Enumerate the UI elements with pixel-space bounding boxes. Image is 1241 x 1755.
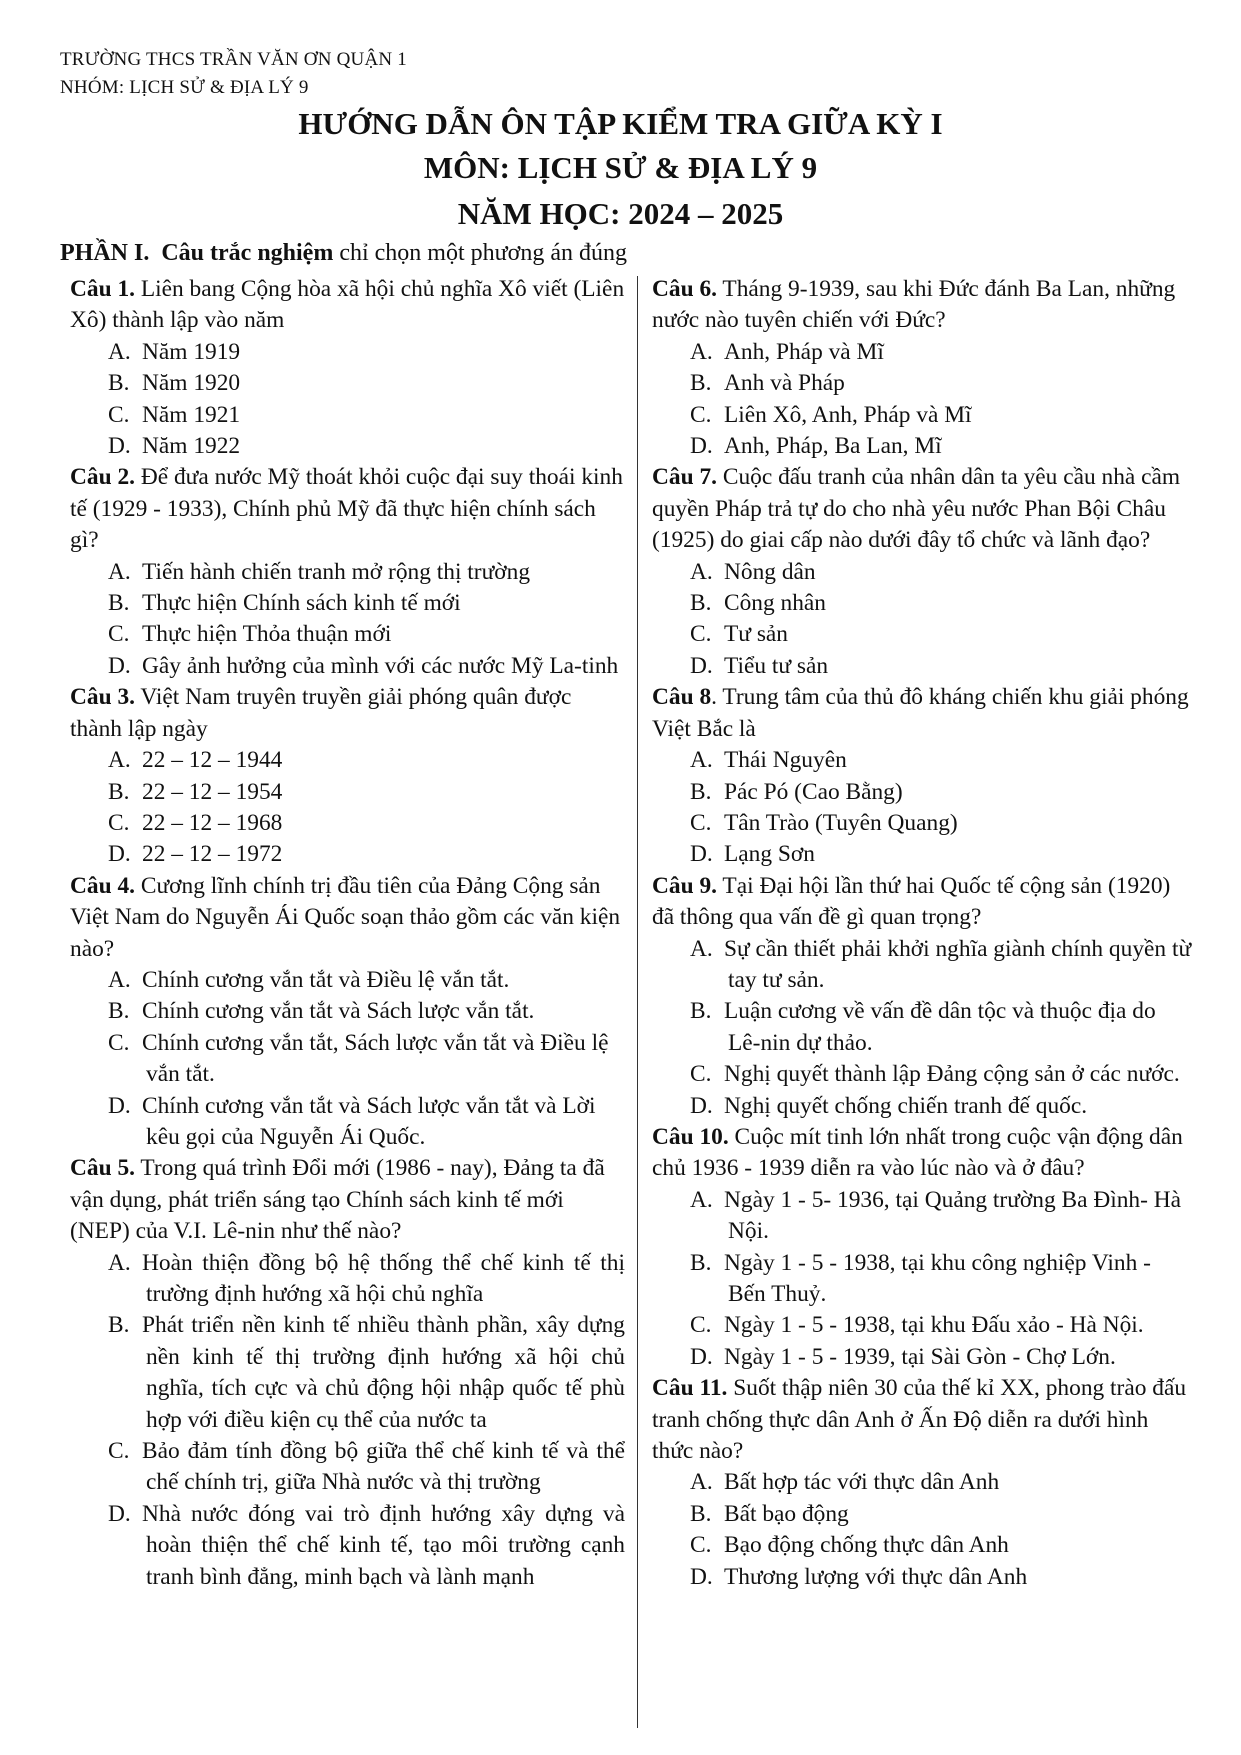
question <box>70 274 625 462</box>
option-letter: C. <box>690 1061 712 1088</box>
option-letter: D. <box>108 1500 131 1527</box>
option-text: 22 – 12 – 1954 <box>142 778 283 805</box>
answer-option <box>108 1091 625 1154</box>
option-text: Nghị quyết chống chiến tranh đế quốc. <box>724 1092 1088 1119</box>
answer-option <box>690 1248 1192 1311</box>
option-letter: D. <box>690 1563 713 1590</box>
answer-option <box>690 368 1192 399</box>
option-text: Gây ảnh hưởng của mình với các nước Mỹ La-tinh <box>142 652 619 679</box>
option-letter: D. <box>690 1092 713 1119</box>
option-text: Liên Xô, Anh, Pháp và Mĩ <box>724 401 972 428</box>
answer-option <box>690 996 1192 1059</box>
title-line-3: NĂM HỌC: 2024 – 2025 <box>457 196 784 231</box>
answer-option <box>690 934 1192 997</box>
school-name: TRƯỜNG THCS TRẦN VĂN ƠN QUẬN 1 <box>60 49 407 70</box>
option-text: Thái Nguyên <box>724 747 847 774</box>
option-text: Sự cần thiết phải khởi nghĩa giành chính quyền từ tay tư sản. <box>724 935 1192 993</box>
option-text: Hoàn thiện đồng bộ hệ thống thể chế kinh tế thị trường định hướng xã hội chủ nghĩa <box>142 1249 625 1307</box>
question-text: . Trung tâm của thủ đô kháng chiến khu giải phóng Việt Bắc là <box>652 684 1189 742</box>
option-text: 22 – 12 – 1944 <box>142 747 283 774</box>
question-stem <box>70 462 625 556</box>
document-header <box>60 46 407 102</box>
option-letter: B. <box>690 590 712 617</box>
answer-option <box>108 557 625 588</box>
question-stem <box>652 1122 1192 1185</box>
answer-option <box>690 777 1192 808</box>
question-number: Câu 9. <box>652 872 717 899</box>
option-text: Lạng Sơn <box>724 841 815 868</box>
option-letter: A. <box>108 966 131 993</box>
option-letter: A. <box>108 338 131 365</box>
question-text: Tại Đại hội lần thứ hai Quốc tế cộng sản (1920) đã thông qua vấn đề gì quan trọng? <box>652 872 1171 931</box>
option-text: Nông dân <box>724 558 816 585</box>
option-letter: C. <box>108 621 130 648</box>
column-divider <box>637 276 638 1728</box>
question-text: Tháng 9-1939, sau khi Đức đánh Ba Lan, những nước nào tuyên chiến với Đức? <box>652 276 1176 334</box>
option-letter: B. <box>108 998 130 1025</box>
answer-option <box>690 808 1192 839</box>
option-text: 22 – 12 – 1972 <box>142 841 283 868</box>
answer-option <box>690 619 1192 650</box>
answer-option <box>108 996 625 1027</box>
answer-option <box>690 745 1192 776</box>
question-number: Câu 1. <box>70 276 135 302</box>
option-text: Ngày 1 - 5- 1936, tại Quảng trường Ba Đình- Hà Nội. <box>724 1186 1182 1245</box>
answer-option <box>108 337 625 368</box>
question <box>652 871 1192 1122</box>
option-text: Anh và Pháp <box>724 370 845 397</box>
option-text: Bảo đảm tính đồng bộ giữa thể chế kinh tế và thể chế chính trị, giữa Nhà nước và thị trường <box>142 1438 625 1496</box>
answer-option <box>108 965 625 996</box>
answer-option <box>690 1059 1192 1090</box>
option-text: Bạo động chống thực dân Anh <box>724 1532 1009 1559</box>
part-heading <box>60 240 627 267</box>
title-line-2: MÔN: LỊCH SỬ & ĐỊA LÝ 9 <box>423 150 818 185</box>
option-letter: D. <box>108 1092 131 1119</box>
question <box>70 682 625 870</box>
option-text: Năm 1921 <box>142 401 241 428</box>
option-letter: D. <box>108 841 131 868</box>
question-number: Câu 5. <box>70 1155 135 1182</box>
part-bold-text: Câu trắc nghiệm <box>161 240 334 266</box>
option-letter: C. <box>108 1029 130 1056</box>
option-text: Ngày 1 - 5 - 1938, tại khu Đấu xảo - Hà Nội. <box>724 1312 1144 1339</box>
answer-option <box>690 400 1192 431</box>
option-letter: B. <box>108 590 130 617</box>
option-text: Chính cương vắn tắt, Sách lược vắn tắt và Điều lệ vắn tắt. <box>142 1029 609 1088</box>
answer-option <box>108 1310 625 1436</box>
option-letter: B. <box>690 1500 712 1527</box>
question-number: Câu 2. <box>70 464 135 491</box>
option-letter: B. <box>690 778 712 805</box>
option-letter: A. <box>108 558 131 585</box>
option-text: Tiểu tư sản <box>724 652 829 679</box>
answer-option <box>108 1499 625 1593</box>
option-text: Phát triển nền kinh tế nhiều thành phần, xây dựng nền kinh tế thị trường định hướng xã hội chủ nghĩa, tích cực và chủ động hội nhập quốc tế phù hợp với điều kiện cụ thể của nước ta <box>142 1312 625 1433</box>
question <box>652 1122 1192 1373</box>
answer-option <box>690 1310 1192 1341</box>
question <box>652 274 1192 462</box>
answer-option <box>108 1028 625 1091</box>
option-letter: B. <box>690 1249 712 1276</box>
question <box>652 1373 1192 1593</box>
option-text: Anh, Pháp, Ba Lan, Mĩ <box>724 433 942 460</box>
question-stem <box>70 274 625 337</box>
option-text: Pác Pó (Cao Bằng) <box>724 778 903 805</box>
question-number: Câu 10. <box>652 1123 729 1150</box>
part-rest-text: chỉ chọn một phương án đúng <box>333 240 627 266</box>
option-text: Ngày 1 - 5 - 1938, tại khu công nghiệp Vinh - Bến Thuỷ. <box>724 1249 1151 1307</box>
answer-option <box>690 1185 1192 1248</box>
option-text: Chính cương vắn tắt và Sách lược vắn tắt và Lời kêu gọi của Nguyễn Ái Quốc. <box>142 1092 596 1150</box>
answer-option <box>108 839 625 870</box>
option-text: Thương lượng với thực dân Anh <box>724 1563 1028 1590</box>
option-text: Nghị quyết thành lập Đảng cộng sản ở các nước. <box>724 1061 1180 1088</box>
question-text: Để đưa nước Mỹ thoát khỏi cuộc đại suy thoái kinh tế (1929 - 1933), Chính phủ Mỹ đã thực hiện chính sách gì? <box>70 464 623 554</box>
option-letter: A. <box>690 338 713 365</box>
answer-option <box>690 1467 1192 1498</box>
title-line-1: HƯỚNG DẪN ÔN TẬP KIỂM TRA GIỮA KỲ I <box>298 106 943 141</box>
answer-option <box>690 1530 1192 1561</box>
option-letter: B. <box>108 778 130 805</box>
option-letter: A. <box>690 558 713 585</box>
option-letter: D. <box>108 433 131 460</box>
answer-option <box>690 337 1192 368</box>
option-letter: C. <box>108 809 130 836</box>
question-text: Suốt thập niên 30 của thế kỉ XX, phong trào đấu tranh chống thực dân Anh ở Ấn Độ diễn ra dưới hình thức nào? <box>652 1375 1187 1465</box>
question-text: Cuộc mít tinh lớn nhất trong cuộc vận động dân chủ 1936 - 1939 diễn ra vào lúc nào và ở đâu? <box>652 1123 1183 1182</box>
option-text: Ngày 1 - 5 - 1939, tại Sài Gòn - Chợ Lớn. <box>724 1343 1116 1370</box>
answer-option <box>690 588 1192 619</box>
question <box>70 1153 625 1593</box>
option-letter: A. <box>108 747 131 774</box>
question-stem <box>652 871 1192 934</box>
option-text: Chính cương vắn tắt và Điều lệ vắn tắt. <box>142 966 510 993</box>
question-number: Câu 11. <box>652 1375 728 1402</box>
question-number: Câu 3. <box>70 684 135 711</box>
answer-option <box>690 839 1192 870</box>
answer-option <box>108 745 625 776</box>
question <box>652 462 1192 682</box>
option-text: Tân Trào (Tuyên Quang) <box>724 809 958 836</box>
question-stem <box>652 274 1192 337</box>
option-text: Thực hiện Thỏa thuận mới <box>142 621 392 648</box>
answer-option <box>108 400 625 431</box>
question-text: Cương lĩnh chính trị đầu tiên của Đảng Cộng sản Việt Nam do Nguyễn Ái Quốc soạn thảo gồm các văn kiện nào? <box>70 872 621 962</box>
option-text: Bất bạo động <box>724 1500 849 1527</box>
option-letter: A. <box>690 1186 713 1213</box>
option-text: Bất hợp tác với thực dân Anh <box>724 1469 1000 1496</box>
option-letter: B. <box>108 370 130 397</box>
right-column <box>652 274 1192 1593</box>
option-text: Luận cương về vấn đề dân tộc và thuộc địa do Lê-nin dự thảo. <box>724 998 1156 1056</box>
answer-option <box>690 1562 1192 1593</box>
option-letter: D. <box>690 433 713 460</box>
option-text: Anh, Pháp và Mĩ <box>724 338 884 365</box>
answer-option <box>108 588 625 619</box>
option-text: 22 – 12 – 1968 <box>142 809 283 836</box>
question-stem <box>652 1373 1192 1467</box>
answer-option <box>690 1342 1192 1373</box>
option-letter: B. <box>690 998 712 1025</box>
option-letter: C. <box>690 1312 712 1339</box>
question-stem <box>70 682 625 745</box>
answer-option <box>108 368 625 399</box>
group-name: NHÓM: LỊCH SỬ & ĐỊA LÝ 9 <box>60 77 309 98</box>
option-letter: C. <box>690 809 712 836</box>
answer-option <box>690 557 1192 588</box>
option-letter: B. <box>108 1312 130 1339</box>
question <box>70 462 625 682</box>
question-text: Việt Nam truyên truyền giải phóng quân được thành lập ngày <box>70 684 572 742</box>
option-letter: A. <box>690 1469 713 1496</box>
option-letter: C. <box>108 1438 130 1465</box>
option-text: Năm 1922 <box>142 433 241 460</box>
option-letter: B. <box>690 370 712 397</box>
answer-option <box>108 1436 625 1499</box>
left-column <box>70 274 625 1593</box>
option-letter: A. <box>690 747 713 774</box>
option-letter: A. <box>108 1249 131 1276</box>
answer-option <box>108 1248 625 1311</box>
answer-option <box>108 651 625 682</box>
answer-option <box>690 1499 1192 1530</box>
answer-option <box>108 808 625 839</box>
option-text: Tư sản <box>724 621 788 648</box>
answer-option <box>690 1091 1192 1122</box>
option-text: Năm 1920 <box>142 370 241 397</box>
option-letter: D. <box>690 652 713 679</box>
option-letter: C. <box>690 1532 712 1559</box>
answer-option <box>108 777 625 808</box>
answer-option <box>690 651 1192 682</box>
part-label: PHẦN I. <box>60 240 150 266</box>
option-letter: C. <box>690 401 712 428</box>
question-stem <box>652 682 1192 745</box>
question-stem <box>70 1153 625 1247</box>
option-letter: D. <box>690 841 713 868</box>
option-letter: C. <box>690 621 712 648</box>
option-text: Chính cương vắn tắt và Sách lược vắn tắt. <box>142 998 535 1025</box>
question-stem <box>652 462 1192 556</box>
answer-option <box>108 619 625 650</box>
question-number: Câu 7. <box>652 464 717 491</box>
question <box>652 682 1192 870</box>
option-text: Công nhân <box>724 590 827 617</box>
option-letter: D. <box>690 1343 713 1370</box>
question-text: Cuộc đấu tranh của nhân dân ta yêu cầu nhà cầm quyền Pháp trả tự do cho nhà yêu nước Phan Bội Châu (1925) do giai cấp nào dưới đây tổ chức và lãnh đạo? <box>652 464 1181 554</box>
option-text: Tiến hành chiến tranh mở rộng thị trường <box>142 558 531 585</box>
option-text: Nhà nước đóng vai trò định hướng xây dựng và hoàn thiện thể chế kinh tế, tạo môi trường cạnh tranh bình đẳng, minh bạch và lành mạnh <box>142 1500 625 1590</box>
question-number: Câu 6. <box>652 276 717 302</box>
question-number: Câu 4. <box>70 872 135 899</box>
answer-option <box>690 431 1192 462</box>
option-letter: D. <box>108 652 131 679</box>
option-letter: A. <box>690 935 713 962</box>
option-text: Thực hiện Chính sách kinh tế mới <box>142 590 461 617</box>
question-text: Liên bang Cộng hòa xã hội chủ nghĩa Xô viết (Liên Xô) thành lập vào năm <box>70 276 625 334</box>
option-letter: C. <box>108 401 130 428</box>
question-text: Trong quá trình Đổi mới (1986 - nay), Đảng ta đã vận dụng, phát triển sáng tạo Chính sách kinh tế mới (NEP) của V.I. Lê-nin như thế nào? <box>70 1155 605 1245</box>
question-stem <box>70 871 625 965</box>
option-text: Năm 1919 <box>142 338 241 365</box>
question <box>70 871 625 1154</box>
answer-option <box>108 431 625 462</box>
question-number: Câu 8 <box>652 684 712 711</box>
